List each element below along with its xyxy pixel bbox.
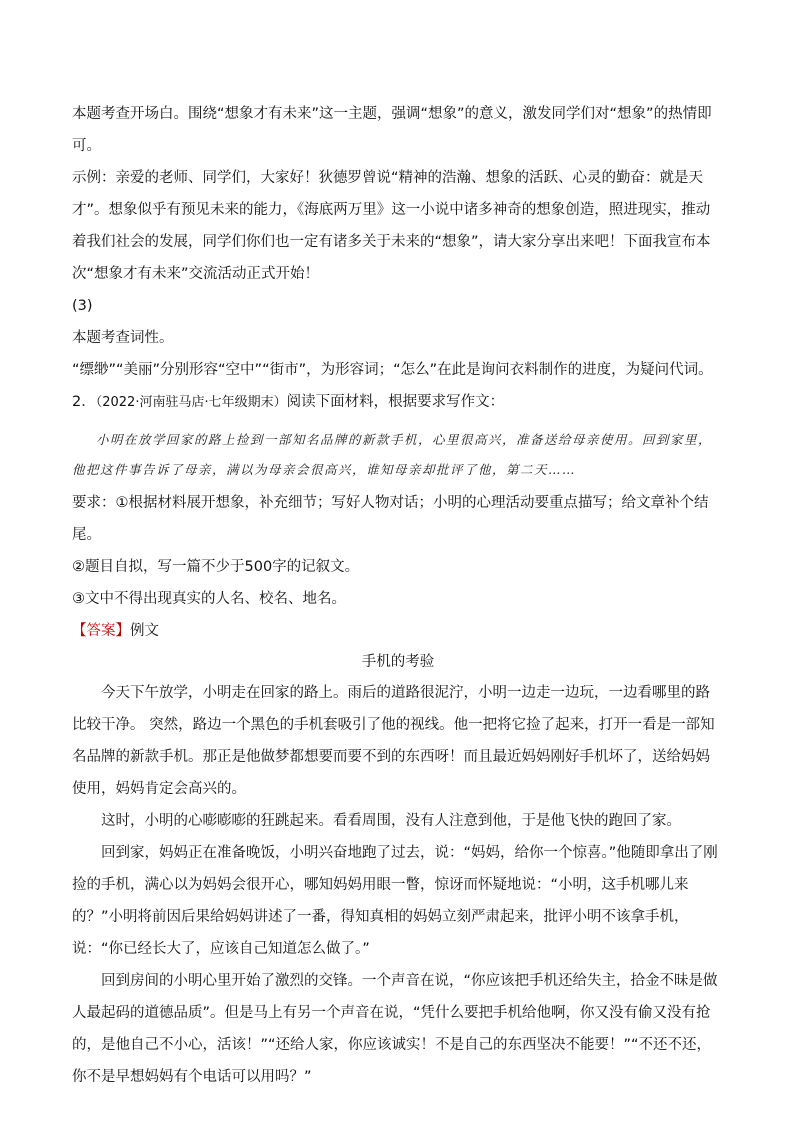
document-page [72, 98, 724, 1093]
word-class-explanation: “缥缈”“美丽”分别形容“空中”“街市”，为形容词；“怎么”在此是询问衣料制作的进度，为疑问代词。 [72, 362, 713, 378]
question-source: （2022·河南驻马店·七年级期末） [95, 395, 287, 410]
question-2-header [72, 386, 724, 419]
essay-paragraph: 这时，小明的心嘭嘭嘭的狂跳起来。看看周围，没有人注意到他，于是他飞快的跑回了家。 [101, 813, 681, 829]
sub-question-number: (3) [72, 298, 93, 314]
analysis-opening: 本题考查开场白。围绕“想象才有未来”这一主题，强调“想象”的意义，激发同学们对“想象”的热情即可。 [72, 106, 712, 154]
analysis-word-class: 本题考查词性。 [72, 330, 174, 346]
essay-paragraph: 今天下午放学，小明走在回家的路上。雨后的道路很泥泞，小明一边走一边玩，一边看哪里的路比较干净。 突然，路边一个黑色的手机套吸引了他的视线。他一把将它捡了起来，打开一看是一部知名品牌的新款手机。那正是他做梦都想要而要不到的东西呀！而且最近妈妈刚好手机坏了，送给妈妈使用，妈妈肯定会高兴的。 [72, 685, 715, 797]
example-opening-speech: 示例：亲爱的老师、同学们，大家好！狄德罗曾说“精神的浩瀚、想象的活跃、心灵的勤奋：就是天才”。想象似乎有预见未来的能力，《海底两万里》这一小说中诸多神奇的想象创造，照进现实，推动着我们社会的发展，同学们你们也一定有诸多关于未来的“想象”，请大家分享出来吧！下面我宣布本次“想象才有未来”交流活动正式开始！ [72, 170, 711, 282]
requirement-2: ②题目自拟，写一篇不少于500字的记叙文。 [72, 559, 360, 575]
essay-title: 手机的考验 [361, 654, 435, 670]
answer-tag: 【答案】 [72, 623, 130, 639]
essay-paragraph: 回到房间的小明心里开始了激烈的交锋。一个声音在说，“你应该把手机还给失主，拾金不昧是做人最起码的道德品质”。但是马上有另一个声音在说，“凭什么要把手机给他啊，你又没有偷又没有抢的，是他自己不小心，活该！”“还给人家，你应该诚实！不是自己的东西坚决不能要！”“不还不还，你不是早想妈妈有个电话可以用吗？” [72, 973, 718, 1085]
question-number: 2． [72, 394, 96, 410]
question-prompt: 阅读下面材料，根据要求写作文： [286, 394, 505, 410]
answer-heading [72, 615, 724, 647]
essay-paragraph: 回到家，妈妈正在准备晚饭，小明兴奋地跑了过去，说：“妈妈，给你一个惊喜。”他随即拿出了刚捡的手机，满心以为妈妈会很开心，哪知妈妈用眼一瞥，惊讶而怀疑地说：“小明，这手机哪儿来的？”小明将前因后果给妈妈讲述了一番，得知真相的妈妈立刻严肃起来，批评小明不该拿手机，说：“你已经长大了，应该自己知道怎么做了。” [72, 845, 718, 957]
writing-material: 小明在放学回家的路上捡到一部知名品牌的新款手机，心里很高兴，准备送给母亲使用。回到家里，他把这件事告诉了母亲，满以为母亲会很高兴，谁知母亲却批评了他，第二天…… [72, 432, 713, 477]
requirement-1: 要求：①根据材料展开想象，补充细节；写好人物对话；小明的心理活动要重点描写；给文章补个结尾。 [72, 495, 709, 543]
requirement-3: ③文中不得出现真实的人名、校名、地名。 [72, 591, 346, 607]
answer-label: 例文 [130, 623, 159, 639]
